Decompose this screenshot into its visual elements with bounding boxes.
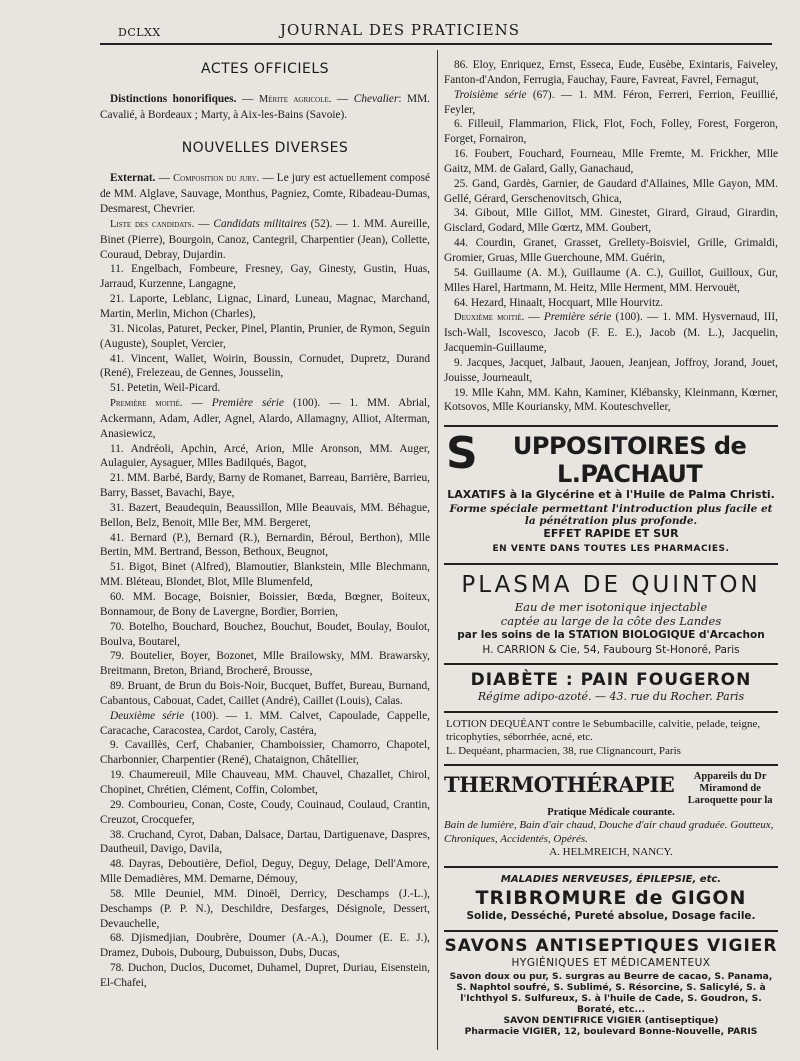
troisieme-serie-paragraph: Troisième série (67). — 1. MM. Féron, Ferreri, Ferrion, Feuillié, Feyler, (444, 88, 778, 116)
list-item: 29. Combourieu, Conan, Coste, Coudy, Couinaud, Coulaud, Crantin, Creuzot, Crocquefer, (100, 798, 430, 826)
liste-paragraph: Liste des candidats. — Candidats militaires (52). — 1. MM. Aureille, Binet (Pierre), Bourgoin, Canoz, Cantegril, Charpentier (Jean), Collette, Couraud, Debray, Dujardin. (100, 217, 431, 261)
list-item: 70. Botelho, Bouchard, Bouchez, Bouchut, Boudet, Boulay, Boulot, Boulva, Boutarel, (100, 620, 430, 648)
list-item: 25. Gand, Gardès, Garnier, de Gaudard d'Allaines, Mlle Gayon, MM. Gellé, Gérard, Gerschenovitsch, Ghica, (444, 177, 778, 205)
list-item: 9. Cavaillès, Cerf, Chabanier, Chamboissier, Chamorro, Chapotel, Charbonnier, Charpentier (René), Chataignon, Châtellier, (100, 739, 430, 767)
list-item: 86. Eloy, Enriquez, Ernst, Esseca, Eude, Eusèbe, Exintaris, Faiveley, Fanton-d'Andon, Ferrugia, Fauchay, Faure, Favreat, Favrel, Fernagut, (444, 59, 778, 86)
externat-paragraph: Externat. — Composition du jury. — Le jury est actuellement composé de MM. Alglave, Sauvage, Monthus, Pagniez, Comte, Ribadeau-Dumas, Desmarest, Chevrier. (100, 172, 431, 216)
list-item: 78. Duchon, Duclos, Ducomet, Duhamel, Dupret, Duriau, Eisenstein, El-Chafei, (100, 962, 430, 989)
list-item: 9. Jacques, Jacquet, Jalbaut, Jaouen, Jeanjean, Joffroy, Jorand, Jouet, Jouisse, Journeault, (444, 356, 778, 384)
ad-savons-vigier: SAVONS ANTISEPTIQUES VIGIER HYGIÉNIQUES ET MÉDICAMENTEUX Savon doux ou pur, S. surgras au Beurre de cacao, S. Panama, S. Naphtol soufré, S. Sublimé, S. Résorcine, S. Salicylé, S. à l'Ichthyol S. Sulfureux, S. à l'huile de Cade, S. Goudron, S. Boraté, etc... SAVON DENTIFRICE VIGIER (antiseptique) Pharmacie VIGIER, 12, boulevard Bonne-Nouvelle, PARIS (444, 930, 778, 1043)
header-rule (100, 43, 772, 45)
list-item: 79. Boutelier, Boyer, Bozonet, Mlle Brailowsky, MM. Brawarsky, Breitmann, Breton, Briand, Brocheré, Brousse, (100, 650, 430, 678)
ad-plasma-quinton: PLASMA DE QUINTON Eau de mer isotonique injectable captée au large de la côte des Landes par les soins de la STATION BIOLOGIQUE d'Arcachon H. CARRION & Cie, 54, Faubourg St-Honoré, Paris (444, 563, 778, 663)
list-item: 21. Laporte, Leblanc, Lignac, Linard, Luneau, Magnac, Marchand, Martin, Merlin, Michon (Charles), (100, 293, 430, 320)
ad-savons-title: SAVONS ANTISEPTIQUES VIGIER (444, 936, 778, 957)
ad-suppositoires-title: UPPOSITOIRES de L.PACHAUT (512, 432, 747, 489)
distinctions-paragraph: Distinctions honorifiques. — Mérite agricole. — Chevalier: MM. Cavalié, à Bordeaux ; Marty, à Aix-les-Bains (Savoie). (100, 92, 430, 121)
list-item: 11. Andréoli, Apchin, Arcé, Arion, Mlle Aronson, MM. Auger, Aulaguier, Aysaguer, Mlles Badilqués, Bagot, (100, 442, 430, 470)
list-item: 16. Foubert, Fouchard, Fourneau, Mlle Fremte, M. Frickher, Mlle Gaitz, MM. de Galard, Gally, Ganachaud, (444, 148, 778, 175)
deuxieme-moitie-paragraph: Deuxième moitié. — Première série (100). — 1. MM. Hysvernaud, III, Isch-Wall, Iscovesco, Jacob (F. E. E.), Jacob (M. L.), Jacquelin, Jacquemin-Guillaume, (444, 311, 778, 355)
list-item: 48. Dayras, Deboutière, Defiol, Deguy, Deguy, Delage, Dell'Amore, Mlle Demadières, MM. Demarne, Démouy, (100, 858, 430, 886)
list-item: 64. Hezard, Hinaalt, Hocquart, Mlle Hourvitz. (454, 296, 663, 309)
list-item: 89. Bruant, de Brun du Bois-Noir, Bucquet, Buffet, Bureau, Burnand, Cabantous, Cabouat, Cadet, Caillet (André), Caillet (Louis), Calas. (100, 680, 430, 707)
list-item: 11. Engelbach, Fombeure, Fresney, Gay, Ginesty, Gustin, Huas, Jarraud, Kurzenne, Langagne, (100, 263, 430, 291)
list-item: 34. Gibout, Mlle Gillot, MM. Ginestet, Girard, Giraud, Girardin, Gisclard, Godard, Mlle Gœrtz, MM. Goubert, (444, 207, 778, 235)
list-item: 44. Courdin, Granet, Grasset, Grellety-Boisviel, Grille, Grimaldi, Gromier, Gruas, Mlle Guerchoune, MM. Guérin, (444, 237, 778, 264)
ad-diabete: DIABÈTE : PAIN FOUGERON Régime adipo-azoté. — 43. rue du Rocher. Paris (444, 663, 778, 711)
list-item: 31. Bazert, Beaudequin, Beaussillon, Mlle Beauvais, MM. Béhague, Bellon, Belz, Benoit, Mlle Ber, MM. Bergeret, (100, 501, 430, 529)
column-divider (437, 50, 438, 1050)
list-item: 68. Djismedjian, Doubrère, Doumer (A.-A.), Doumer (E. E. J.), Dramez, Dubois, Dubourg, Dubuisson, Dubs, Ducas, (100, 932, 430, 960)
list-item: 54. Guillaume (A. M.), Guillaume (A. C.), Guillot, Guilloux, Gur, Mlles Harel, Hartmann, M. Heitz, Mlle Herment, MM. Hervouët, (444, 266, 778, 294)
list-item: 6. Filleuil, Flammarion, Flick, Flot, Foch, Folley, Forest, Forgeron, Forget, Fornairon, (444, 118, 778, 146)
ad-thermotherapie: THERMOTHÉRAPIE Appareils du Dr Miramond de Laroquette pour la Pratique Médicale courante. Bain de lumière, Bain d'air chaud, Douche d'air chaud graduée. Goutteux, Chroniques, Accidentés, Opérés. A. HELMREICH, NANCY. (444, 764, 778, 866)
list-item: 60. MM. Bocage, Boisnier, Boissier, Bœda, Bœgner, Boiteux, Bonnamour, de Bony de Lavergne, Bordier, Borrien, (100, 591, 430, 618)
ad-tribromure: MALADIES NERVEUSES, ÉPILEPSIE, etc. TRIBROMURE de GIGON Solide, Desséché, Pureté absolue, Dosage facile. (444, 866, 778, 931)
ad-suppositoires-initial: S (446, 428, 478, 480)
list-item: 51. Bigot, Binet (Alfred), Blamoutier, Blankstein, Mlle Blechmann, MM. Bléteau, Blondet, Blot, Mlle Blumenfeld, (100, 561, 430, 589)
list-item: 19. Mlle Kahn, MM. Kahn, Kaminer, Klébansky, Kleinmann, Kœrner, Kotsovos, Mlle Kouriansky, MM. Kouteschveller, (444, 386, 778, 414)
journal-title: JOURNAL DES PRATICIENS (279, 21, 521, 39)
ad-thermo-title: THERMOTHÉRAPIE (444, 772, 675, 798)
ad-diabete-title: DIABÈTE : PAIN FOUGERON (470, 669, 752, 690)
list-item: 19. Chaumereuil, Mlle Chauveau, MM. Chauvel, Chazallet, Chirol, Chopinet, Chrétien, Clément, Coffin, Colombet, (100, 769, 430, 796)
right-column (444, 58, 778, 1043)
actes-officiels-heading: ACTES OFFICIELS (200, 61, 330, 77)
page-number: DCLXX (118, 26, 161, 39)
list-item: 38. Cruchand, Cyrot, Daban, Dalsace, Dartau, Dartiguenave, Daspres, Dautheuil, Davigo, Davila, (100, 828, 430, 856)
list-item: 58. Mlle Deuniel, MM. Dinoël, Derricy, Deschamps (J.-L.), Deschamps (P. P. N.), Deschildre, Desfarges, Désignole, Dessert, Devauchelle, (100, 887, 430, 930)
ad-tribromure-title: TRIBROMURE de GIGON (475, 887, 747, 910)
ad-lotion-dequeant: LOTION DEQUÉANT contre le Sebumbacille, calvitie, pelade, teigne, tricophyties, séborrhée, acné, etc. L. Dequéant, pharmacien, 38, rue Clignancourt, Paris (444, 711, 778, 765)
nouvelles-diverses-heading: NOUVELLES DIVERSES (181, 139, 349, 156)
deuxieme-serie-paragraph: Deuxième série (100). — 1. MM. Calvet, Capoulade, Cappelle, Caracache, Caracostea, Cardot, Caroly, Castéra, (100, 709, 430, 737)
list-item: 51. Petetin, Weil-Picard. (110, 382, 221, 395)
list-item: 21. MM. Barbé, Bardy, Barny de Romanet, Barreau, Barrière, Barrieu, Barry, Basset, Bavachi, Baye, (100, 472, 430, 500)
premiere-moitie-paragraph: Première moitié. — Première série (100). — 1. MM. Abrial, Ackermann, Adam, Adler, Agnel, Alardo, Allamagny, Alliot, Alterman, Anasiewicz, (100, 397, 430, 440)
ad-suppositoires: S UPPOSITOIRES de L.PACHAUT LAXATIFS à la Glycérine et à l'Huile de Palma Christi. Forme spéciale permettant l'introduction plus facile et la pénétration plus profonde. EFFET RAPIDE ET SUR EN VENTE DANS TOUTES LES PHARMACIES. (444, 425, 778, 563)
list-item: 31. Nicolas, Paturet, Pecker, Pinel, Plantin, Prunier, de Rymon, Seguin (Auguste), Souplet, Vercier, (100, 322, 430, 350)
left-column (100, 58, 430, 991)
ad-plasma-title: PLASMA DE QUINTON (461, 571, 761, 598)
list-item: 41. Bernard (P.), Bernard (R.), Bernardin, Béroul, Berthon), Mlle Bertin, MM. Bertrand, Besson, Bethoux, Beugnot, (100, 531, 430, 559)
list-item: 41. Vincent, Wallet, Woirin, Boussin, Cornudet, Dupretz, Durand (René), Frelezeau, de Gennes, Jousselin, (100, 352, 430, 380)
